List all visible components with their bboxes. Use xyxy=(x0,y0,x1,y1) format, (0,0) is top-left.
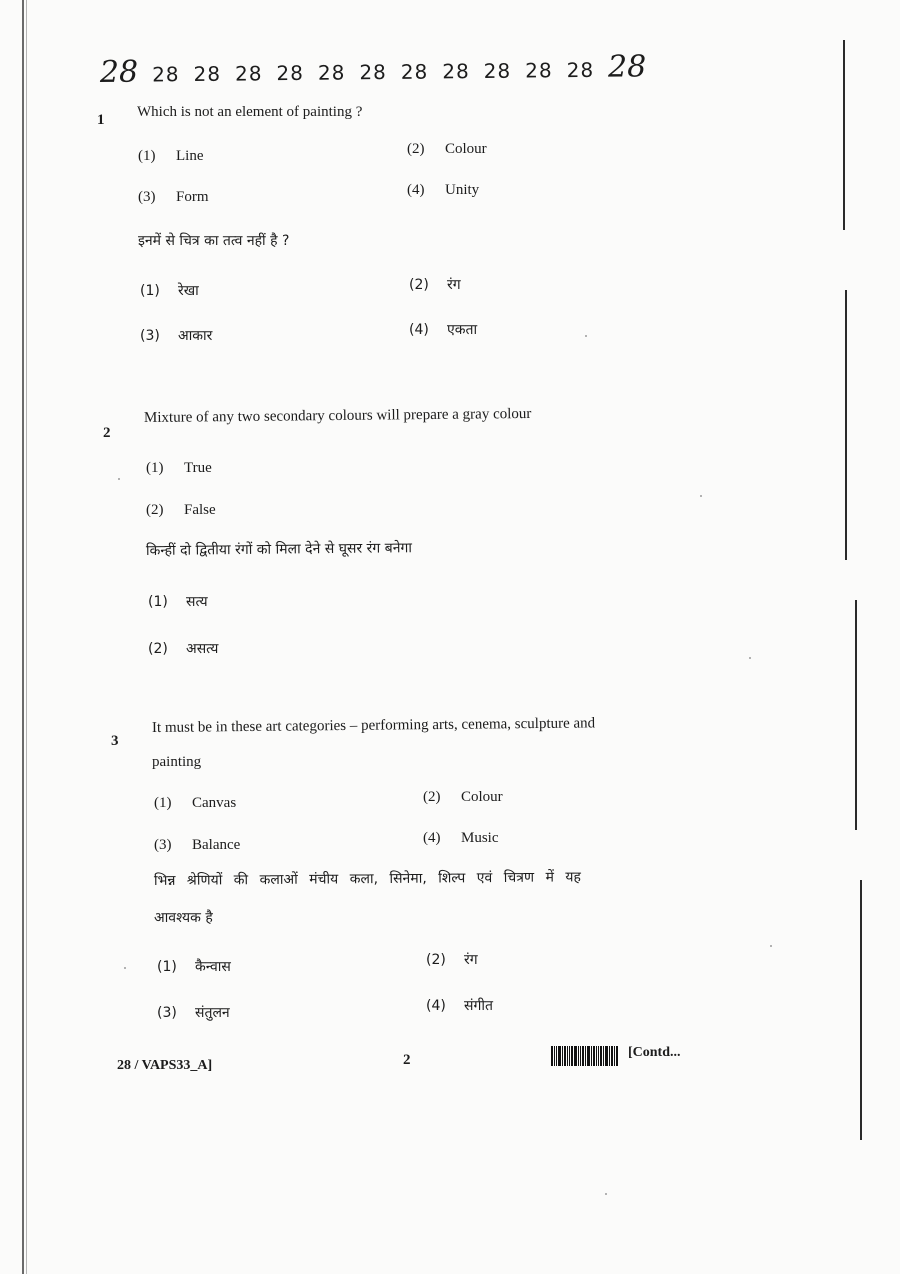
question-number: 1 xyxy=(97,112,105,128)
option-hi: (3) आकार xyxy=(140,328,213,344)
option-en: (4) Unity xyxy=(407,182,480,198)
option-hi: (4) एकता xyxy=(409,322,478,338)
continued-note: [Contd... xyxy=(628,1045,681,1060)
option-en: (3) Balance xyxy=(154,837,241,853)
question-text-hi: भिन्न श्रेणियों की कलाओं मंचीय कला, सिनेमा, शिल्प एवं चित्रण में यह xyxy=(153,869,581,889)
paper-code: 28 xyxy=(566,57,595,83)
option-hi: (2) रंग xyxy=(409,277,461,293)
option-en: (2) Colour xyxy=(423,789,503,805)
paper-code: 28 xyxy=(525,58,553,83)
option-en: (1) True xyxy=(146,460,212,476)
scan-speck xyxy=(124,967,126,969)
option-en: (1) Line xyxy=(138,148,204,164)
question-text-hi: किन्हीं दो द्वितीया रंगों को मिला देने से घूसर रंग बनेगा xyxy=(145,540,413,559)
scan-edge-right-1 xyxy=(843,40,845,230)
scan-edge-right-3 xyxy=(855,600,857,830)
option-hi: (4) संगीत xyxy=(426,998,493,1014)
question-text-en-cont: painting xyxy=(152,754,202,770)
paper-code: 28 xyxy=(483,58,512,83)
footer-paper-code: 28 / VAPS33_A] xyxy=(117,1058,213,1073)
scan-speck xyxy=(605,1193,607,1195)
paper-code-large: 28 xyxy=(607,49,647,85)
scan-speck xyxy=(700,495,702,497)
scan-edge-left xyxy=(22,0,24,1274)
paper-code: 28 xyxy=(276,60,305,86)
page-number: 2 xyxy=(403,1052,411,1068)
option-en: (2) Colour xyxy=(407,141,487,157)
paper-code: 28 xyxy=(442,59,470,84)
question-text-en: It must be in these art categories – performing arts, cenema, sculpture and xyxy=(151,715,596,736)
question-number: 2 xyxy=(103,425,111,441)
paper-code: 28 xyxy=(359,59,387,85)
option-hi: (1) रेखा xyxy=(140,283,199,299)
scan-edge-right-2 xyxy=(845,290,847,560)
option-en: (4) Music xyxy=(423,830,499,846)
scan-speck xyxy=(770,945,772,947)
scan-speck xyxy=(749,657,751,659)
question-number: 3 xyxy=(111,733,119,749)
paper-code: 28 xyxy=(317,60,346,85)
option-hi: (3) संतुलन xyxy=(157,1005,230,1021)
paper-code: 28 xyxy=(152,62,180,87)
option-hi: (2) असत्य xyxy=(148,641,219,657)
option-en: (1) Canvas xyxy=(154,795,237,811)
scan-speck xyxy=(585,335,587,337)
question-text-en: Mixture of any two secondary colours will prepare a gray colour xyxy=(143,405,532,426)
question-text-en: Which is not an element of painting ? xyxy=(137,104,363,120)
scan-edge-left-inner xyxy=(26,0,27,1274)
paper-code: 28 xyxy=(400,59,429,84)
question-text-hi: इनमें से चित्र का तत्व नहीं है ? xyxy=(138,233,290,249)
scan-edge-right-4 xyxy=(860,880,862,1140)
option-hi: (1) सत्य xyxy=(148,594,208,610)
barcode-icon xyxy=(551,1046,621,1066)
question-text-hi-cont: आवश्यक है xyxy=(154,910,213,926)
paper-code-header xyxy=(100,49,700,105)
option-hi: (1) कैन्वास xyxy=(157,959,231,975)
option-hi: (2) रंग xyxy=(426,952,478,968)
paper-code: 28 xyxy=(193,61,222,87)
option-en: (3) Form xyxy=(138,189,209,205)
option-en: (2) False xyxy=(146,502,216,518)
scan-speck xyxy=(118,478,120,480)
paper-code: 28 xyxy=(234,61,263,86)
paper-code-large: 28 xyxy=(99,54,139,90)
